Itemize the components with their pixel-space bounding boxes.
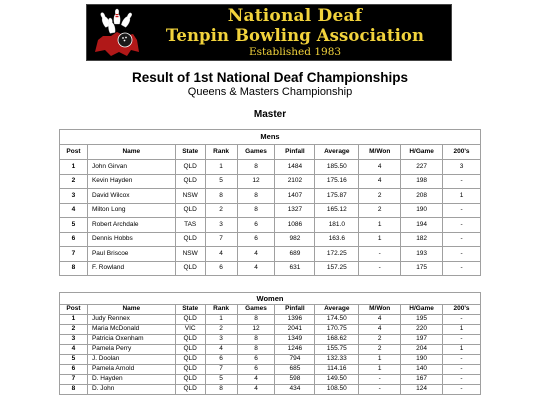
table-cell: J. Doolan xyxy=(87,355,175,365)
table-cell: 4 xyxy=(237,385,275,395)
table-cell: 1 xyxy=(60,315,88,325)
table-cell: 1 xyxy=(359,232,401,247)
table-row xyxy=(60,218,481,233)
table-cell: 4 xyxy=(237,247,275,262)
table-cell: QLD xyxy=(175,385,205,395)
table-cell: 6 xyxy=(205,261,237,276)
table-cell: 4 xyxy=(359,174,401,189)
table-cell: 190 xyxy=(401,355,443,365)
mens-table-title: Mens xyxy=(60,130,481,145)
table-cell: 108.50 xyxy=(315,385,359,395)
table-cell: 7 xyxy=(60,375,88,385)
table-cell: QLD xyxy=(175,375,205,385)
table-cell: 8 xyxy=(237,315,275,325)
table-cell: 598 xyxy=(275,375,315,385)
column-header: Post xyxy=(60,145,88,160)
table-cell: 2 xyxy=(359,345,401,355)
column-header: Name xyxy=(87,305,175,315)
table-cell: 198 xyxy=(401,174,443,189)
table-cell: - xyxy=(443,365,481,375)
table-cell: 175 xyxy=(401,261,443,276)
table-cell: 157.25 xyxy=(315,261,359,276)
table-cell: 167 xyxy=(401,375,443,385)
column-header: Rank xyxy=(205,145,237,160)
table-cell: Kevin Hayden xyxy=(87,174,175,189)
table-cell: VIC xyxy=(175,325,205,335)
table-cell: 175.87 xyxy=(315,189,359,204)
mens-table-body xyxy=(60,160,481,276)
table-cell: 174.50 xyxy=(315,315,359,325)
table-cell: 4 xyxy=(60,345,88,355)
table-cell: Patricia Oxenham xyxy=(87,335,175,345)
table-cell: 4 xyxy=(60,203,88,218)
table-cell: - xyxy=(443,174,481,189)
table-cell: Robert Archdale xyxy=(87,218,175,233)
association-banner xyxy=(86,4,452,61)
table-cell: 3 xyxy=(205,218,237,233)
table-cell: 1 xyxy=(205,160,237,175)
table-cell: Judy Rennex xyxy=(87,315,175,325)
table-cell: - xyxy=(443,203,481,218)
table-row xyxy=(60,335,481,345)
table-cell: Pamela Arnold xyxy=(87,365,175,375)
table-cell: 114.16 xyxy=(315,365,359,375)
table-cell: 2102 xyxy=(275,174,315,189)
table-cell: 685 xyxy=(275,365,315,375)
table-cell: - xyxy=(359,385,401,395)
table-cell: 124 xyxy=(401,385,443,395)
table-cell: 193 xyxy=(401,247,443,262)
table-cell: 8 xyxy=(237,203,275,218)
table-cell: 5 xyxy=(205,174,237,189)
table-cell: 220 xyxy=(401,325,443,335)
table-cell: 8 xyxy=(60,385,88,395)
table-cell: 6 xyxy=(237,232,275,247)
table-cell: 155.75 xyxy=(315,345,359,355)
table-cell: - xyxy=(359,261,401,276)
table-cell: 3 xyxy=(60,335,88,345)
table-cell: 2 xyxy=(359,335,401,345)
table-row xyxy=(60,375,481,385)
table-cell: QLD xyxy=(175,345,205,355)
table-cell: 2 xyxy=(205,325,237,335)
womens-table-title: Women xyxy=(60,293,481,305)
table-cell: 4 xyxy=(205,345,237,355)
table-cell: QLD xyxy=(175,261,205,276)
table-row xyxy=(60,247,481,262)
table-row xyxy=(60,355,481,365)
bowling-logo-icon xyxy=(91,6,143,60)
table-cell: 982 xyxy=(275,232,315,247)
table-cell: 181.0 xyxy=(315,218,359,233)
table-cell: 5 xyxy=(205,375,237,385)
table-cell: 434 xyxy=(275,385,315,395)
table-cell: - xyxy=(443,385,481,395)
table-cell: 2 xyxy=(205,203,237,218)
table-cell: 4 xyxy=(237,261,275,276)
womens-table-body xyxy=(60,315,481,395)
table-cell: - xyxy=(443,247,481,262)
table-cell: Milton Long xyxy=(87,203,175,218)
table-cell: 1407 xyxy=(275,189,315,204)
table-cell: QLD xyxy=(175,174,205,189)
table-cell: 165.12 xyxy=(315,203,359,218)
table-cell: 7 xyxy=(205,365,237,375)
table-cell: QLD xyxy=(175,355,205,365)
table-cell: 227 xyxy=(401,160,443,175)
table-cell: John Girvan xyxy=(87,160,175,175)
table-cell: 689 xyxy=(275,247,315,262)
table-cell: QLD xyxy=(175,160,205,175)
table-cell: 794 xyxy=(275,355,315,365)
womens-results-table xyxy=(59,292,481,395)
table-cell: 2 xyxy=(359,189,401,204)
table-cell: QLD xyxy=(175,203,205,218)
column-header: State xyxy=(175,305,205,315)
table-cell: 172.25 xyxy=(315,247,359,262)
table-cell: 1246 xyxy=(275,345,315,355)
table-cell: 1 xyxy=(359,218,401,233)
table-cell: 1396 xyxy=(275,315,315,325)
table-cell: 7 xyxy=(60,247,88,262)
table-row xyxy=(60,232,481,247)
table-row xyxy=(60,365,481,375)
table-cell: Maria McDonald xyxy=(87,325,175,335)
table-cell: 6 xyxy=(237,355,275,365)
table-cell: 149.50 xyxy=(315,375,359,385)
table-cell: 8 xyxy=(205,189,237,204)
table-row xyxy=(60,261,481,276)
table-cell: 6 xyxy=(205,355,237,365)
column-header: Rank xyxy=(205,305,237,315)
table-cell: QLD xyxy=(175,232,205,247)
column-header: M/Won xyxy=(359,305,401,315)
table-row xyxy=(60,325,481,335)
table-cell: 3 xyxy=(205,335,237,345)
table-cell: 2 xyxy=(60,174,88,189)
column-header: Average xyxy=(315,305,359,315)
page-title: Result of 1st National Deaf Championships xyxy=(131,70,409,85)
table-cell: - xyxy=(443,218,481,233)
table-cell: - xyxy=(443,261,481,276)
table-cell: 4 xyxy=(359,160,401,175)
table-cell: 1 xyxy=(443,325,481,335)
mens-header-row xyxy=(60,145,481,160)
column-header: Games xyxy=(237,305,275,315)
column-header: H/Game xyxy=(401,145,443,160)
table-cell: 195 xyxy=(401,315,443,325)
table-cell: - xyxy=(359,375,401,385)
table-cell: 182 xyxy=(401,232,443,247)
column-header: Name xyxy=(87,145,175,160)
table-cell: 1 xyxy=(205,315,237,325)
table-cell: 4 xyxy=(359,325,401,335)
table-cell: 168.62 xyxy=(315,335,359,345)
table-cell: 5 xyxy=(60,218,88,233)
table-cell: 8 xyxy=(237,160,275,175)
table-cell: - xyxy=(443,335,481,345)
table-cell: D. John xyxy=(87,385,175,395)
table-cell: 4 xyxy=(205,247,237,262)
column-header: Post xyxy=(60,305,88,315)
table-cell: 8 xyxy=(237,189,275,204)
table-cell: Paul Briscoe xyxy=(87,247,175,262)
table-row xyxy=(60,315,481,325)
table-cell: 12 xyxy=(237,325,275,335)
column-header: Games xyxy=(237,145,275,160)
table-cell: 6 xyxy=(60,232,88,247)
table-cell: Pamela Perry xyxy=(87,345,175,355)
table-cell: 3 xyxy=(60,189,88,204)
table-row xyxy=(60,174,481,189)
table-cell: 6 xyxy=(237,365,275,375)
table-cell: 6 xyxy=(237,218,275,233)
column-header: State xyxy=(175,145,205,160)
table-cell: 1 xyxy=(359,355,401,365)
table-row xyxy=(60,203,481,218)
table-cell: 175.16 xyxy=(315,174,359,189)
table-cell: 208 xyxy=(401,189,443,204)
table-cell: 12 xyxy=(237,174,275,189)
table-cell: - xyxy=(443,355,481,365)
table-cell: 1327 xyxy=(275,203,315,218)
table-cell: 170.75 xyxy=(315,325,359,335)
banner-title-line-1: National Deaf xyxy=(227,6,363,26)
table-cell: 3 xyxy=(443,160,481,175)
table-cell: 204 xyxy=(401,345,443,355)
table-cell: F. Rowland xyxy=(87,261,175,276)
table-cell: 6 xyxy=(60,365,88,375)
column-header: Average xyxy=(315,145,359,160)
table-cell: 1 xyxy=(60,160,88,175)
table-row xyxy=(60,385,481,395)
table-cell: 4 xyxy=(359,315,401,325)
banner-established: Established 1983 xyxy=(248,46,342,58)
table-cell: 1 xyxy=(359,365,401,375)
mens-results-table xyxy=(59,129,481,276)
table-cell: 140 xyxy=(401,365,443,375)
table-cell: 4 xyxy=(237,375,275,385)
table-row xyxy=(60,189,481,204)
table-cell: 190 xyxy=(401,203,443,218)
column-header: 200's xyxy=(443,305,481,315)
table-cell: 2 xyxy=(60,325,88,335)
table-cell: 163.6 xyxy=(315,232,359,247)
table-cell: - xyxy=(443,375,481,385)
column-header: Pinfall xyxy=(275,145,315,160)
table-cell: QLD xyxy=(175,335,205,345)
table-cell: Dennis Hobbs xyxy=(87,232,175,247)
table-cell: 8 xyxy=(60,261,88,276)
table-cell: 197 xyxy=(401,335,443,345)
table-cell: NSW xyxy=(175,247,205,262)
table-cell: - xyxy=(443,232,481,247)
table-cell: NSW xyxy=(175,189,205,204)
section-title: Master xyxy=(253,109,287,120)
table-cell: 8 xyxy=(237,345,275,355)
table-cell: 2041 xyxy=(275,325,315,335)
table-cell: David Wilcox xyxy=(87,189,175,204)
table-cell: 1086 xyxy=(275,218,315,233)
table-cell: 8 xyxy=(237,335,275,345)
table-cell: 7 xyxy=(205,232,237,247)
table-cell: 8 xyxy=(205,385,237,395)
column-header: M/Won xyxy=(359,145,401,160)
table-row xyxy=(60,160,481,175)
table-cell: D. Hayden xyxy=(87,375,175,385)
column-header: Pinfall xyxy=(275,305,315,315)
page-subtitle: Queens & Masters Championship xyxy=(187,86,353,98)
table-cell: 1 xyxy=(443,189,481,204)
table-cell: 631 xyxy=(275,261,315,276)
table-cell: 185.50 xyxy=(315,160,359,175)
table-cell: QLD xyxy=(175,315,205,325)
table-cell: - xyxy=(359,247,401,262)
column-header: 200's xyxy=(443,145,481,160)
table-cell: QLD xyxy=(175,365,205,375)
banner-title-line-2: Tenpin Bowling Association xyxy=(165,26,425,45)
womens-header-row xyxy=(60,305,481,315)
column-header: H/Game xyxy=(401,305,443,315)
table-cell: 1349 xyxy=(275,335,315,345)
table-row xyxy=(60,345,481,355)
table-cell: TAS xyxy=(175,218,205,233)
table-cell: 1484 xyxy=(275,160,315,175)
table-cell: 1 xyxy=(443,345,481,355)
table-cell: 5 xyxy=(60,355,88,365)
table-cell: 132.33 xyxy=(315,355,359,365)
table-cell: 194 xyxy=(401,218,443,233)
table-cell: - xyxy=(443,315,481,325)
table-cell: 2 xyxy=(359,203,401,218)
